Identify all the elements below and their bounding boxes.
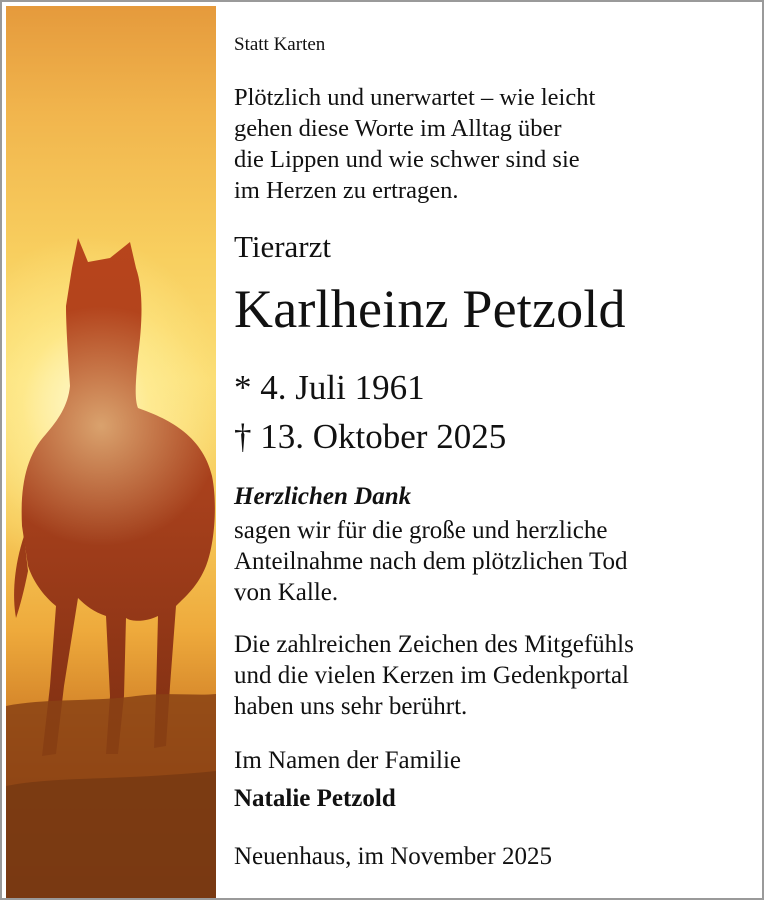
intro-paragraph [234,82,595,206]
intro-line: die Lippen und wie schwer sind sie [234,146,580,173]
sympathy-line: haben uns sehr berührt. [234,693,468,720]
thanks-heading: Herzlichen Dank [234,483,412,510]
thanks-line: von Kalle. [234,579,339,606]
thanks-paragraph [234,515,628,608]
sympathy-line: und die vielen Kerzen im Gedenkportal [234,662,629,689]
intro-line: gehen diese Worte im Alltag über [234,115,562,142]
place-date: Neuenhaus, im November 2025 [234,843,552,870]
horse-sunset-photo [6,6,216,898]
signoff-name: Natalie Petzold [234,785,396,812]
intro-line: Plötzlich und unerwartet – wie leicht [234,84,596,111]
sympathy-line: Die zahlreichen Zeichen des Mitgefühls [234,631,634,658]
deceased-name: Karlheinz Petzold [234,279,626,339]
death-date: † 13. Oktober 2025 [234,417,507,456]
signoff-intro: Im Namen der Familie [234,747,462,774]
profession-title: Tierarzt [234,229,331,264]
horse-silhouette-icon [6,6,216,898]
intro-line: im Herzen zu ertragen. [234,177,459,204]
thanks-line: sagen wir für die große und herzliche [234,517,608,544]
sympathy-paragraph [234,629,634,722]
thanks-line: Anteilnahme nach dem plötzlichen Tod [234,548,628,575]
header-label: Statt Karten [234,34,326,55]
birth-date: * 4. Juli 1961 [234,368,425,407]
